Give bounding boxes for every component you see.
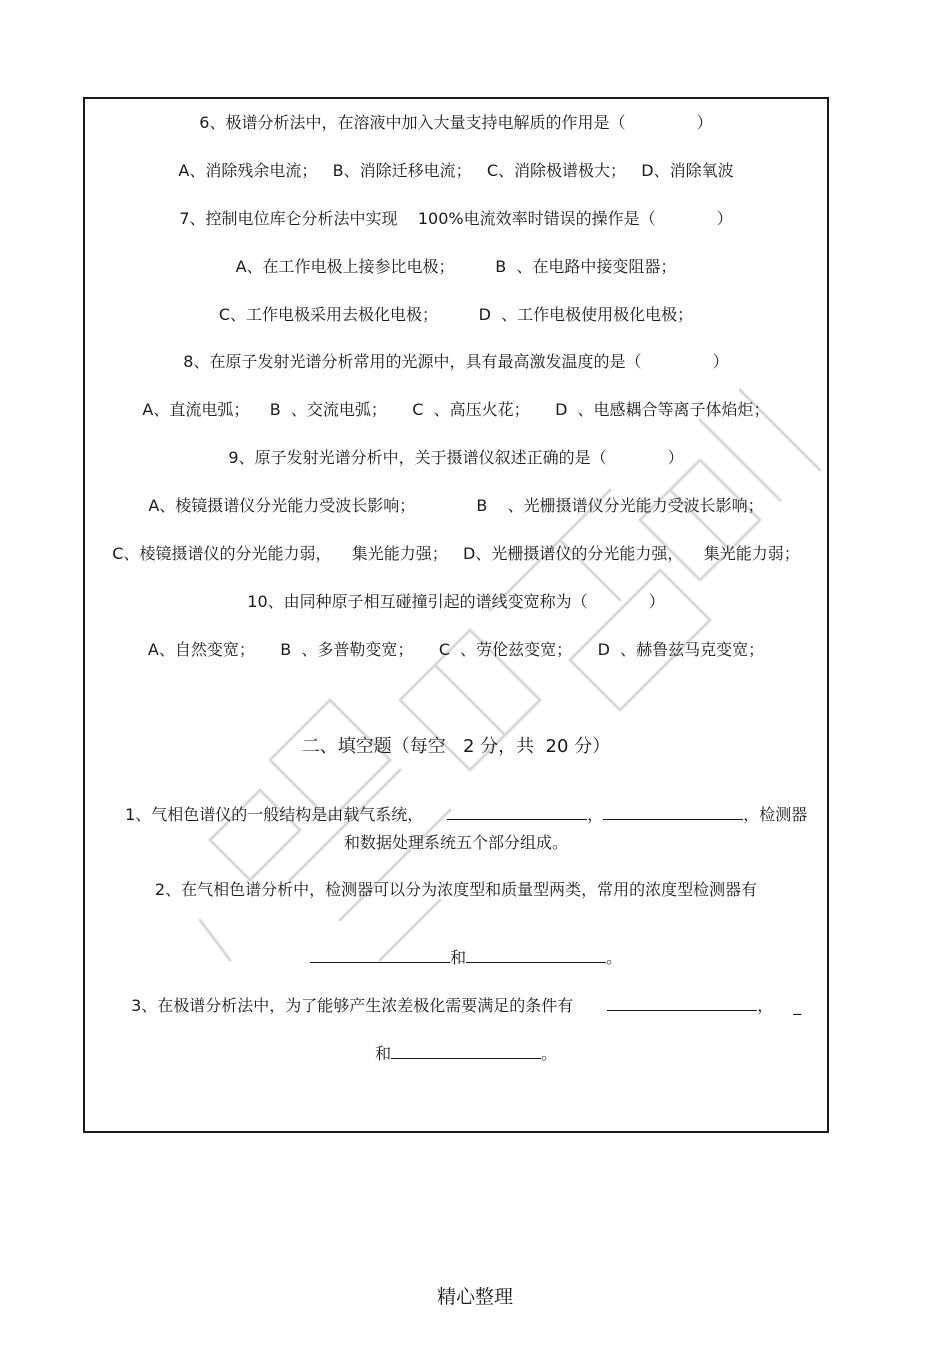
fill-q3-text: 3、在极谱分析法中，为了能够产生浓差极化需要满足的条件有 bbox=[131, 996, 574, 1015]
fill-q1-separator: ， bbox=[587, 805, 604, 824]
q8-stem: 8、在原子发射光谱分析常用的光源中，具有最高激发温度的是（ ） bbox=[183, 352, 729, 371]
section-heading-fill-in: 二、填空题（每空 2 分，共 20 分） bbox=[301, 736, 611, 757]
fill-q1-line2: 和数据处理系统五个部分组成。 bbox=[343, 833, 568, 852]
exam-frame bbox=[83, 97, 829, 1133]
fill-q2-end: 。 bbox=[606, 948, 623, 967]
fill-q3-separator: ， bbox=[757, 996, 774, 1015]
q10-options: A、自然变宽； B 、多普勒变宽； C 、劳伦兹变宽； D 、赫鲁兹马克变宽； bbox=[147, 640, 765, 659]
q9-options-line2: C、棱镜摄谱仪的分光能力弱， 集光能力强； D、光栅摄谱仪的分光能力强， 集光能力弱； bbox=[112, 544, 800, 563]
q10-stem: 10、由同种原子相互碰撞引起的谱线变宽称为（ ） bbox=[247, 592, 665, 611]
fill-q3-line2 bbox=[85, 1024, 827, 1084]
fill-q1-text-end: ，检测器 bbox=[743, 805, 808, 824]
fill-q2-blank-2[interactable] bbox=[466, 948, 606, 963]
fill-q1-blank-1[interactable] bbox=[447, 805, 587, 820]
q6-options: A、消除残余电流； B、消除迁移电流； C、消除极谱极大； D、消除氧波 bbox=[178, 161, 734, 180]
page-footer: 精心整理 bbox=[436, 1286, 513, 1308]
fill-q2-and: 和 bbox=[450, 948, 467, 967]
fill-q2-line1: 2、在气相色谱分析中，检测器可以分为浓度型和质量型两类，常用的浓度型检测器有 bbox=[154, 880, 758, 899]
q9-options-line1: A、棱镜摄谱仪分光能力受波长影响； B 、光栅摄谱仪分光能力受波长影响； bbox=[148, 496, 764, 515]
q7-options-line2: C、工作电极采用去极化电极； D 、工作电极使用极化电极； bbox=[218, 305, 694, 324]
fill-q1-text: 1、气相色谱仪的一般结构是由载气系统， bbox=[125, 805, 424, 824]
fill-q3-blank-2[interactable] bbox=[391, 1044, 541, 1059]
q9-stem: 9、原子发射光谱分析中，关于摄谱仪叙述正确的是（ ） bbox=[228, 448, 684, 467]
fill-q3-blank-1[interactable] bbox=[607, 996, 757, 1011]
q6-stem: 6、极谱分析法中，在溶液中加入大量支持电解质的作用是（ ） bbox=[199, 113, 713, 132]
q7-stem: 7、控制电位库仑分析法中实现 100%电流效率时错误的操作是（ ） bbox=[179, 209, 733, 228]
fill-q3-end: 。 bbox=[541, 1044, 558, 1063]
q7-options-line1: A、在工作电极上接参比电极； B 、在电路中接变阻器； bbox=[235, 257, 677, 276]
fill-q3-dash: _ bbox=[793, 996, 802, 1015]
fill-q1-blank-2[interactable] bbox=[603, 805, 743, 820]
fill-q2-blank-1[interactable] bbox=[310, 948, 450, 963]
q8-options: A、直流电弧； B 、交流电弧； C 、高压火花； D 、电感耦合等离子体焰炬； bbox=[142, 400, 770, 419]
fill-q3-and: 和 bbox=[375, 1044, 392, 1063]
